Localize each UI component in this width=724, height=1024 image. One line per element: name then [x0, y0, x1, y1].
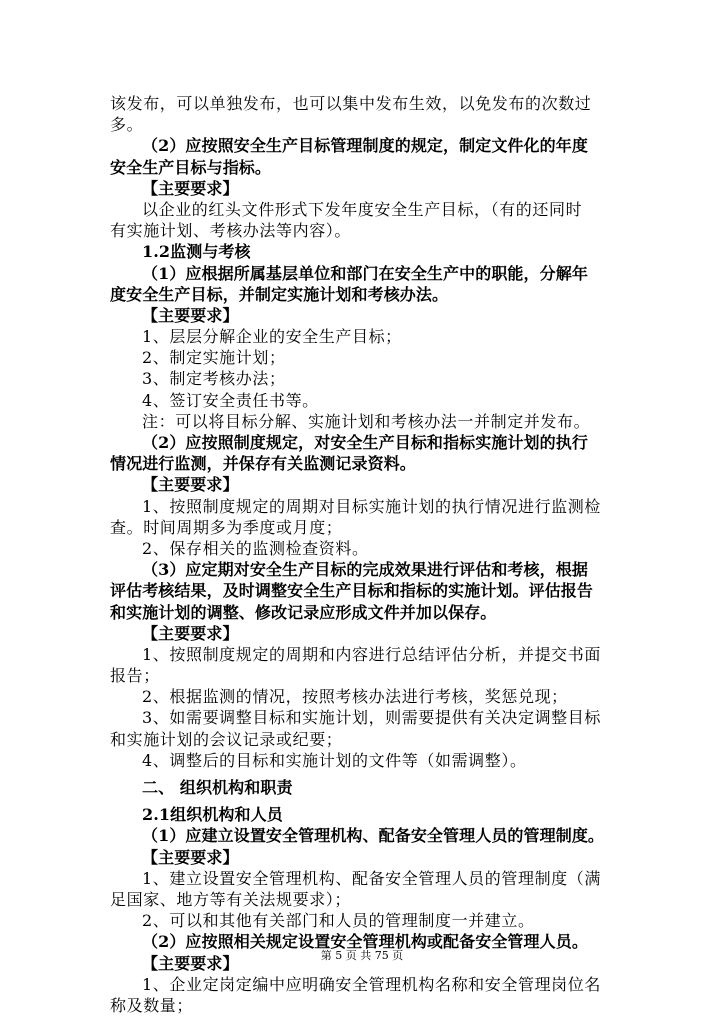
text-line: 称及数量；: [110, 995, 194, 1015]
heading-line: 1.2监测与考核: [142, 242, 251, 262]
heading-line: 情况进行监测，并保存有关监测记录资料。: [110, 454, 416, 474]
text-line: 该发布，可以单独发布，也可以集中发布生效，以免发布的次数过: [110, 94, 592, 113]
heading-line: 【主要要求】: [142, 178, 239, 198]
heading-line: 2.1组织机构和人员: [142, 805, 283, 825]
heading-line: 评估考核结果，及时调整安全生产目标和指标的实施计划。评估报告: [110, 581, 594, 601]
page-footer: 第 5 页 共 75 页: [320, 949, 404, 962]
text-line: 4、调整后的目标和实施计划的文件等（如需调整）。: [142, 750, 527, 770]
text-line: 报告；: [110, 666, 160, 686]
text-line: 和实施计划的会议记录或纪要；: [110, 729, 343, 749]
text-line: 以企业的红头文件形式下发年度安全生产目标，（有的还同时: [142, 199, 583, 219]
text-line: 1、建立设置安全管理机构、配备安全管理人员的管理制度（满: [142, 868, 601, 888]
text-line: 多。: [110, 115, 144, 135]
text-line: 3、制定考核办法；: [142, 369, 286, 389]
heading-line: 【主要要求】: [142, 847, 239, 867]
text-line: 1、层层分解企业的安全生产目标；: [142, 327, 402, 347]
text-line: 查。时间周期多为季度或月度；: [110, 517, 343, 537]
text-line: 3、如需要调整目标和实施计划，则需要提供有关决定调整目标: [142, 708, 601, 728]
text-line: 1、企业定岗定编中应明确安全管理机构名称和安全管理岗位名: [142, 974, 601, 994]
heading-line: 【主要要求】: [142, 953, 239, 973]
heading-line: 安全生产目标与指标。: [110, 157, 272, 177]
heading-line: 和实施计划的调整、修改记录应形成文件并加以保存。: [110, 602, 497, 622]
text-line: 4、签订安全责任书等。: [142, 390, 319, 410]
text-line: 注：可以将目标分解、实施计划和考核办法一并制定并发布。: [142, 411, 591, 431]
heading-line: 度安全生产目标，并制定实施计划和考核办法。: [110, 284, 449, 304]
text-line: 2、保存相关的监测检查资料。: [142, 538, 369, 558]
heading-line: （2）应按照安全生产目标管理制度的规定，制定文件化的年度: [142, 136, 588, 156]
text-line: 2、制定实施计划；: [142, 348, 286, 368]
heading-line: （1）应建立设置安全管理机构、配备安全管理人员的管理制度。: [142, 826, 605, 846]
text-line: 1、按照制度规定的周期和内容进行总结评估分析，并提交书面: [142, 644, 601, 664]
text-line: 2、可以和其他有关部门和人员的管理制度一并建立。: [142, 911, 535, 931]
heading-line: 【主要要求】: [142, 305, 239, 325]
heading-line: 二、 组织机构和职责: [142, 778, 293, 797]
heading-line: 【主要要求】: [142, 475, 239, 495]
heading-line: （1）应根据所属基层单位和部门在安全生产中的职能，分解年: [142, 263, 588, 283]
heading-line: （2）应按照相关规定设置安全管理机构或配备安全管理人员。: [142, 932, 588, 952]
heading-line: （3）应定期对安全生产目标的完成效果进行评估和考核，根据: [142, 560, 588, 580]
text-line: 有实施计划、考核办法等内容）。: [110, 221, 352, 241]
text-line: 1、按照制度规定的周期对目标实施计划的执行情况进行监测检: [142, 496, 601, 516]
heading-line: （2）应按照制度规定，对安全生产目标和指标实施计划的执行: [142, 433, 588, 452]
heading-line: 【主要要求】: [142, 623, 239, 643]
text-line: 足国家、地方等有关法规要求）；: [110, 889, 352, 909]
document-body: [110, 93, 616, 1016]
text-line: 2、根据监测的情况，按照考核办法进行考核，奖惩兑现；: [142, 687, 568, 707]
